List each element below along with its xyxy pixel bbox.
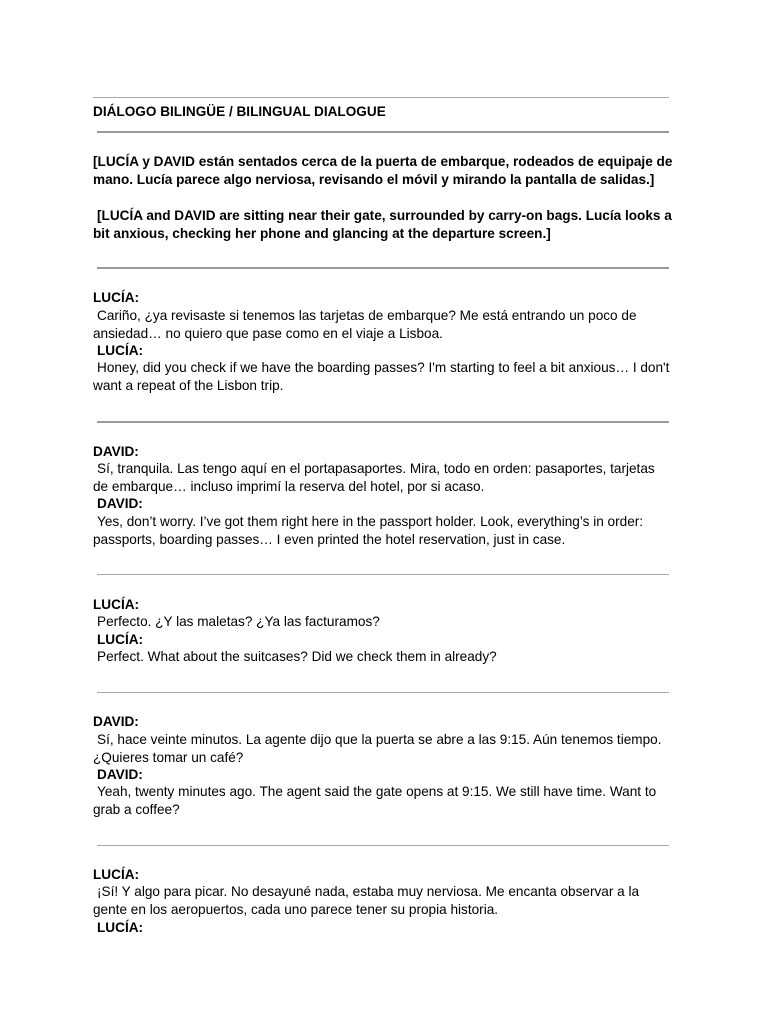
speaker-label: DAVID: xyxy=(93,444,139,459)
speaker-label: LUCÍA: xyxy=(97,343,144,358)
speaker-label: LUCÍA: xyxy=(93,867,140,882)
speaker-label: DAVID: xyxy=(93,714,139,729)
divider xyxy=(97,574,669,575)
speaker-label: DAVID: xyxy=(97,496,143,511)
line-es: Sí, hace veinte minutos. La agente dijo que la puerta se abre a las 9:15. Aún tenemos tiempo. ¿Quieres tomar un café? xyxy=(93,732,662,765)
speaker-label: LUCÍA: xyxy=(93,290,140,305)
speaker-label: LUCÍA: xyxy=(97,920,144,935)
line-es: Sí, tranquila. Las tengo aquí en el portapasaportes. Mira, todo en orden: pasaportes, tarjetas de embarque… incluso imprimí la reserva del hotel, por si acaso. xyxy=(93,461,655,494)
speaker-label: DAVID: xyxy=(97,767,143,782)
line-en: Yes, don’t worry. I’ve got them right here in the passport holder. Look, everything’s in order: passports, boarding passes… I even printed the hotel reservation, just in case. xyxy=(93,514,644,547)
divider xyxy=(97,845,669,846)
speaker-label: LUCÍA: xyxy=(97,632,144,647)
divider xyxy=(97,131,669,133)
stage-direction-en: [LUCÍA and DAVID are sitting near their gate, surrounded by carry-on bags. Lucía looks a bit anxious, checking her phone and glancing at the departure screen.] xyxy=(93,208,672,241)
line-es: Perfecto. ¿Y las maletas? ¿Ya las facturamos? xyxy=(97,614,380,629)
divider xyxy=(97,267,669,269)
line-en: Perfect. What about the suitcases? Did we check them in already? xyxy=(97,649,497,664)
divider xyxy=(97,692,669,693)
document-title: DIÁLOGO BILINGÜE / BILINGUAL DIALOGUE xyxy=(93,104,386,119)
speaker-label: LUCÍA: xyxy=(93,597,140,612)
stage-direction-es: [LUCÍA y DAVID están sentados cerca de la puerta de embarque, rodeados de equipaje de mano. Lucía parece algo nerviosa, revisando el móvil y mirando la pantalla de salidas.] xyxy=(93,154,673,187)
divider xyxy=(97,421,669,423)
line-en: Yeah, twenty minutes ago. The agent said the gate opens at 9:15. We still have time. Want to grab a coffee? xyxy=(93,784,657,817)
line-en: Honey, did you check if we have the boarding passes? I'm starting to feel a bit anxious… I don't want a repeat of the Lisbon trip. xyxy=(93,360,670,393)
line-es: ¡Sí! Y algo para picar. No desayuné nada, estaba muy nerviosa. Me encanta observar a la gente en los aeropuertos, cada uno parece tener su propia historia. xyxy=(93,884,640,917)
line-es: Cariño, ¿ya revisaste si tenemos las tarjetas de embarque? Me está entrando un poco de ansiedad… no quiero que pase como en el viaje a Lisboa. xyxy=(93,308,637,341)
divider xyxy=(93,97,669,98)
